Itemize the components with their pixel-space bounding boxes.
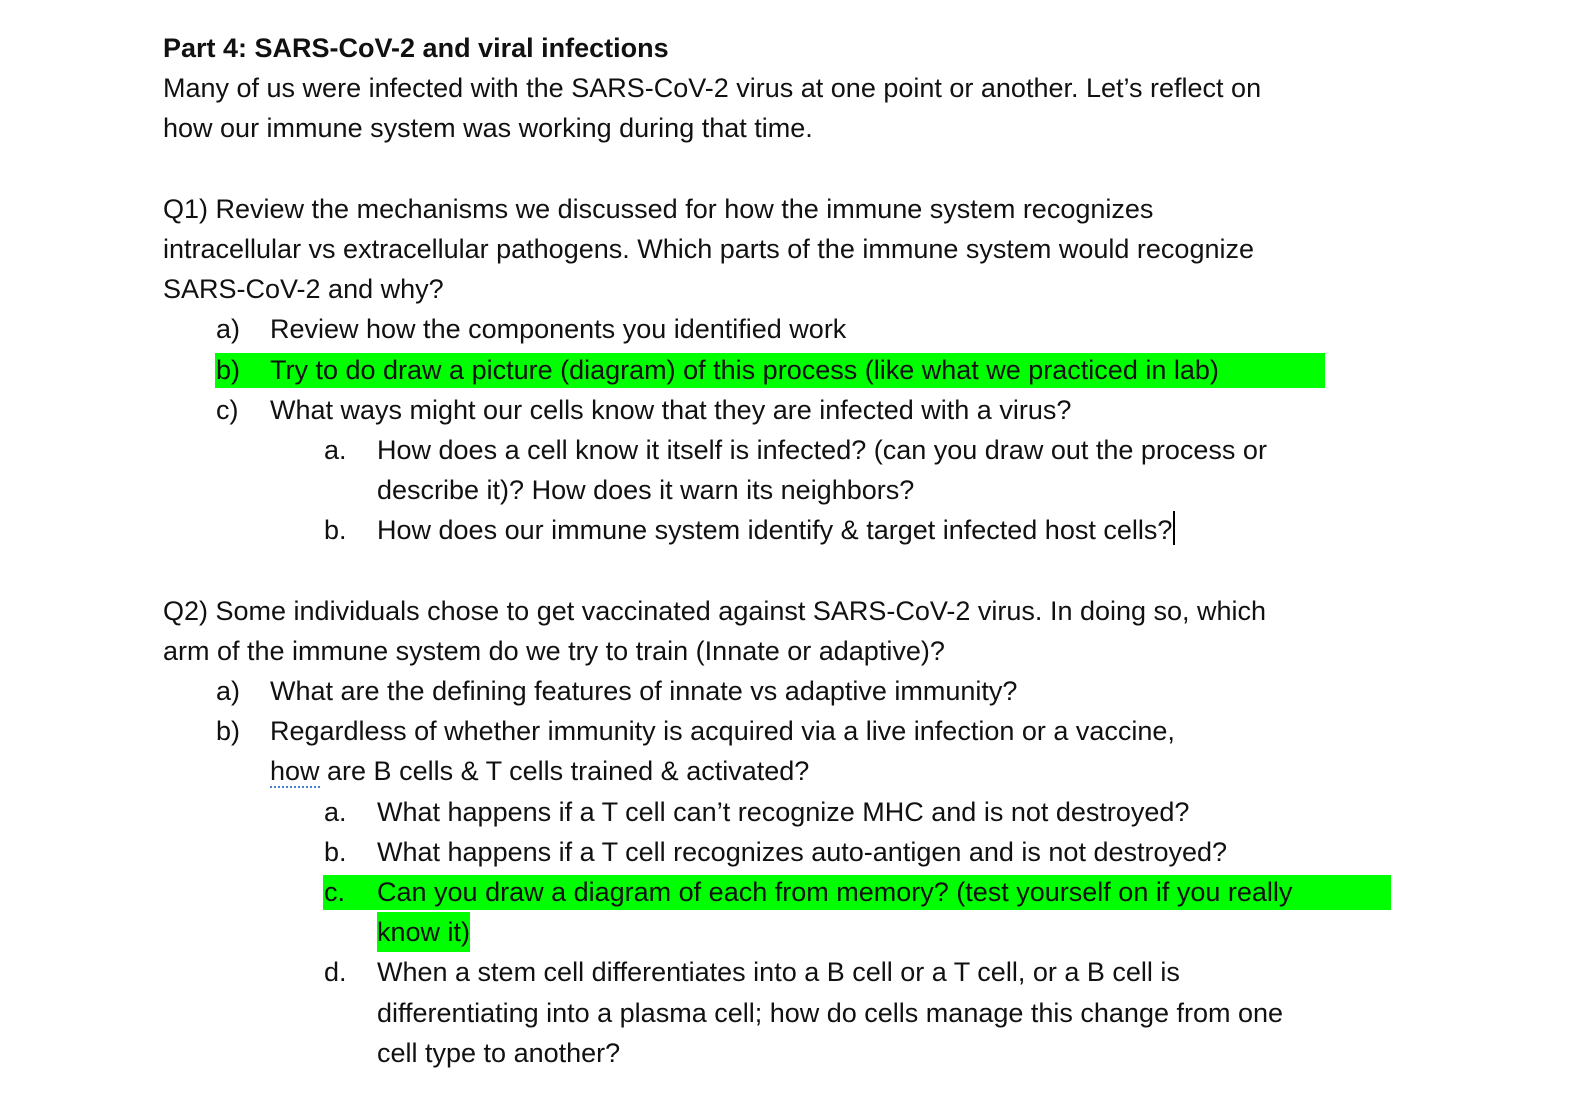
intro-line-2: how our immune system was working during that time.: [163, 113, 813, 144]
q1-c-sub-a-line-1: How does a cell know it itself is infected? (can you draw out the process or: [377, 434, 1267, 465]
q2-item-b-line-2: [270, 751, 809, 791]
q2-b-sub-d-cont-1: [163, 993, 1423, 1033]
q2-item-a-marker: a): [216, 676, 241, 706]
q1-item-b-marker: b): [216, 354, 241, 385]
q2-item-b-line-2-rest: are B cells & T cells trained & activated?: [319, 756, 810, 787]
q2-item-b: [163, 711, 1423, 751]
q1-item-b: [163, 350, 1423, 390]
q1-line-3: SARS-CoV-2 and why?: [163, 274, 444, 305]
part-title: Part 4: SARS-CoV-2 and viral infections: [163, 33, 669, 63]
q1-item-a: [163, 309, 1423, 349]
text-cursor[interactable]: [1173, 511, 1175, 545]
q1-item-c-marker: c): [216, 394, 239, 425]
q2-item-b-cont: [163, 751, 1423, 791]
q2-b-sub-c-marker: c.: [324, 876, 346, 907]
q2-b-sub-d-line-2: differentiating into a plasma cell; how do cells manage this change from one: [377, 997, 1284, 1028]
spacer: [163, 550, 1423, 590]
q1-item-c: [163, 390, 1423, 430]
q2-b-sub-d: [163, 952, 1423, 992]
q1-item-a-marker: a): [216, 314, 241, 345]
q1-item-c-text: What ways might our cells know that they are infected with a virus?: [270, 394, 1072, 425]
spacer: [163, 149, 1423, 189]
q2-b-sub-b-marker: b.: [324, 836, 347, 867]
q2-b-sub-a-marker: a.: [324, 796, 347, 827]
q1-c-sub-a: [163, 430, 1423, 470]
q1-c-sub-a-line-2: describe it)? How does it warn its neighbors?: [377, 475, 915, 506]
q2-b-sub-a-text: What happens if a T cell can’t recognize MHC and is not destroyed?: [377, 796, 1190, 827]
q2-item-a: [163, 671, 1423, 711]
q2-b-sub-c-line-2: know it): [377, 912, 470, 952]
q1-c-sub-b-marker: b.: [324, 515, 347, 546]
q1-line-1: Q1) Review the mechanisms we discussed for how the immune system recognizes: [163, 193, 1154, 224]
q2-item-a-text: What are the defining features of innate vs adaptive immunity?: [270, 676, 1018, 706]
q1-c-sub-a-marker: a.: [324, 434, 347, 465]
q2-line-1: Q2) Some individuals chose to get vaccinated against SARS-CoV-2 virus. In doing so, which: [163, 595, 1267, 626]
grammar-flag-word[interactable]: how: [270, 756, 320, 787]
q2-b-sub-b-text: What happens if a T cell recognizes auto-antigen and is not destroyed?: [377, 836, 1228, 867]
q2-b-sub-d-marker: d.: [324, 957, 347, 988]
q2-line-2: arm of the immune system do we try to train (Innate or adaptive)?: [163, 635, 945, 666]
q2-item-b-marker: b): [216, 716, 241, 747]
q1-item-a-text: Review how the components you identified work: [270, 314, 847, 345]
q1-c-sub-b-wrap: [377, 510, 1175, 550]
q2-b-sub-d-line-3: cell type to another?: [377, 1037, 621, 1068]
q1-c-sub-a-cont: [163, 470, 1423, 510]
q2-b-sub-c-line-1: Can you draw a diagram of each from memory? (test yourself on if you really: [377, 876, 1293, 907]
q2-b-sub-c: [163, 872, 1423, 912]
q1-line-2: intracellular vs extracellular pathogens. Which parts of the immune system would recognize: [163, 233, 1254, 264]
intro-line-1: Many of us were infected with the SARS-CoV-2 virus at one point or another. Let’s reflect on: [163, 73, 1262, 104]
q2-b-sub-d-cont-2: [163, 1033, 1423, 1073]
q2-b-sub-c-cont: [163, 912, 1423, 952]
q1-c-sub-b: [163, 510, 1423, 550]
q2-b-sub-d-line-1: When a stem cell differentiates into a B cell or a T cell, or a B cell is: [377, 957, 1180, 988]
q2-b-sub-a: [163, 792, 1423, 832]
q2-b-sub-b: [163, 832, 1423, 872]
q2-item-b-line-1: Regardless of whether immunity is acquired via a live infection or a vaccine,: [270, 716, 1175, 747]
q1-c-sub-b-text: How does our immune system identify & target infected host cells?: [377, 515, 1173, 546]
document-page: [163, 28, 1423, 1073]
q1-item-b-text: Try to do draw a picture (diagram) of this process (like what we practiced in lab): [270, 354, 1219, 385]
